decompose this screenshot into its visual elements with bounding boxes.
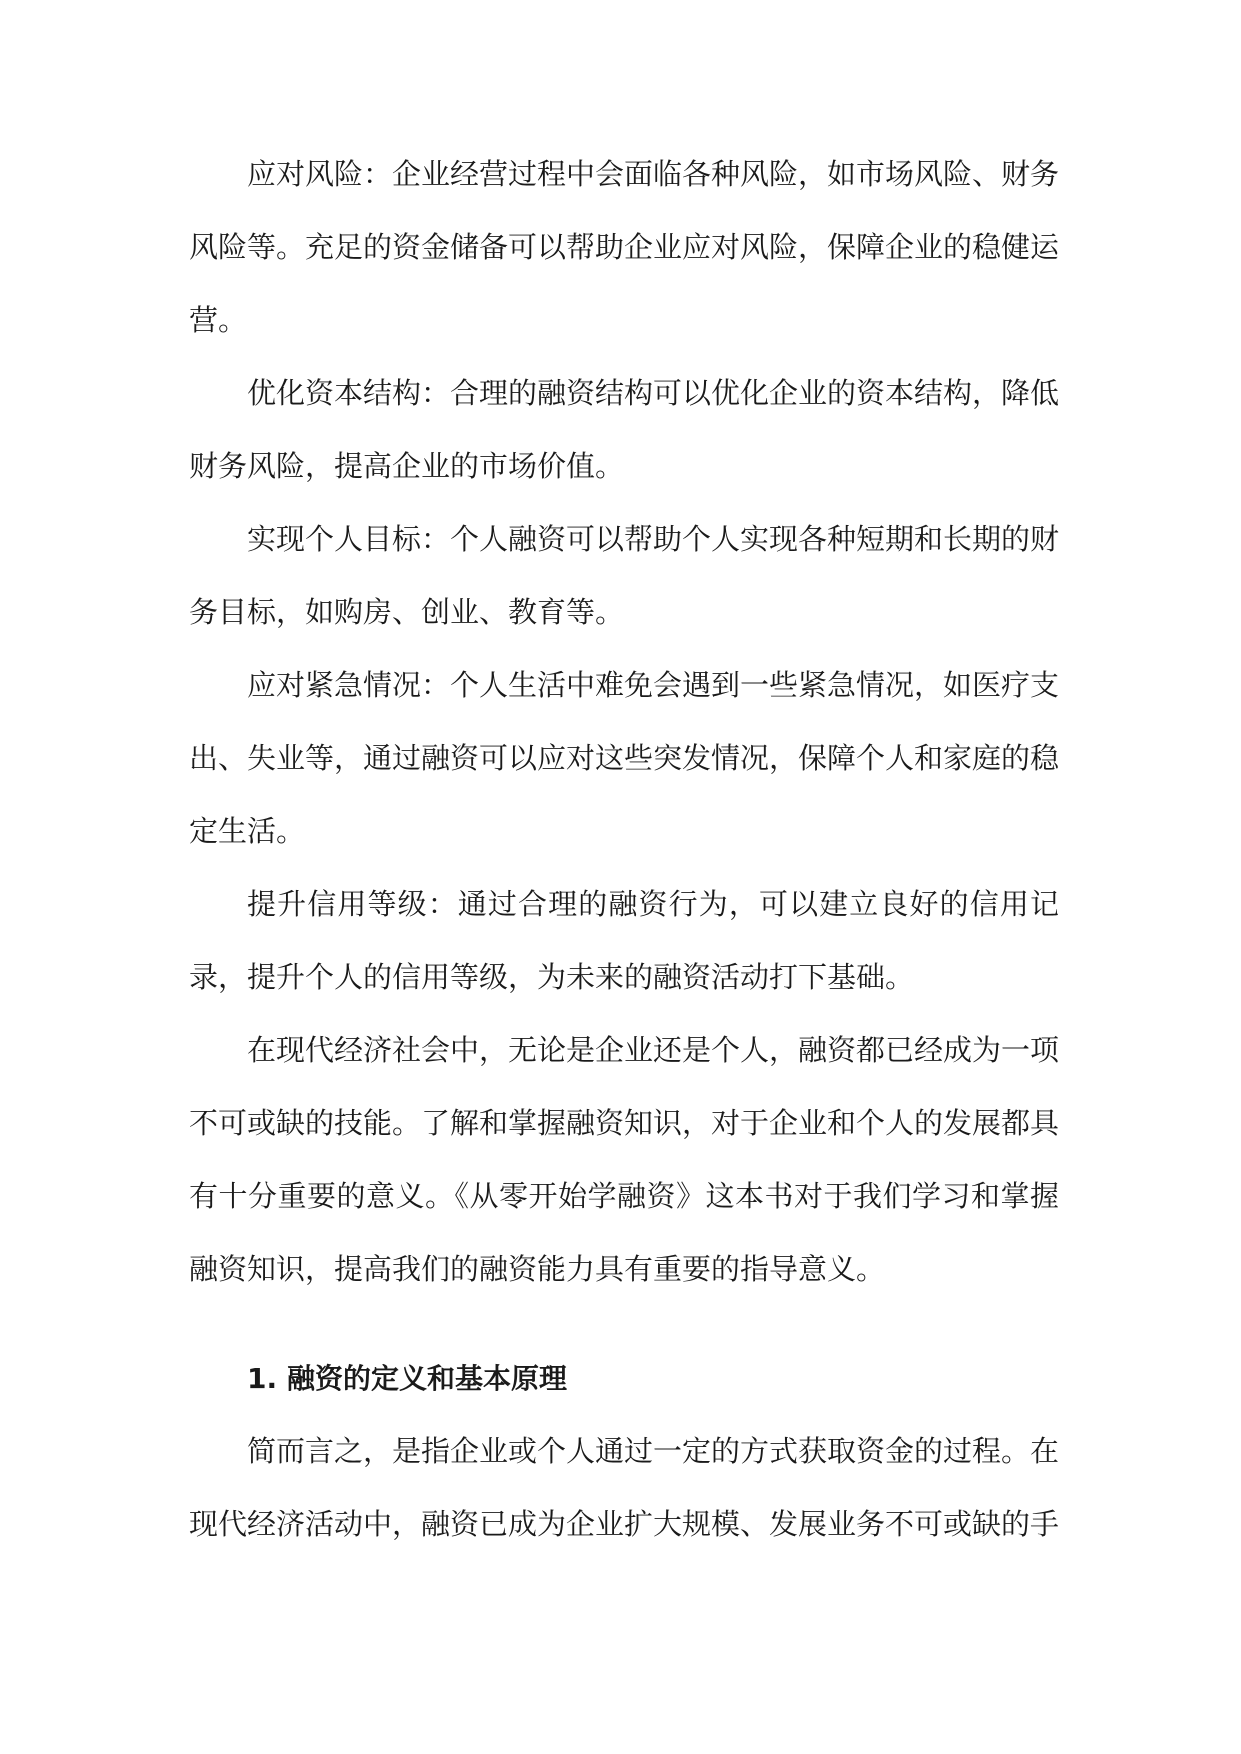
paragraph-risk: 应对风险：企业经营过程中会面临各种风险，如市场风险、财务风险等。充足的资金储备可以帮助企业应对风险，保障企业的稳健运营。 [189,157,1060,337]
paragraph-definition: 简而言之，是指企业或个人通过一定的方式获取资金的过程。在现代经济活动中，融资已成为企业扩大规模、发展业务不可或缺的手 [189,1434,1060,1541]
paragraph-personal-goals: 实现个人目标：个人融资可以帮助个人实现各种短期和长期的财务目标，如购房、创业、教育等。 [189,522,1060,629]
paragraph-emergency: 应对紧急情况：个人生活中难免会遇到一些紧急情况，如医疗支出、失业等，通过融资可以应对这些突发情况，保障个人和家庭的稳定生活。 [189,668,1060,848]
section-number: 1. [247,1362,278,1395]
paragraph-credit: 提升信用等级：通过合理的融资行为，可以建立良好的信用记录，提升个人的信用等级，为未来的融资活动打下基础。 [189,887,1059,994]
paragraph-summary: 在现代经济社会中，无论是企业还是个人，融资都已经成为一项不可或缺的技能。了解和掌握融资知识，对于企业和个人的发展都具有十分重要的意义。《从零开始学融资》这本书对于我们学习和掌握融资知识，提高我们的融资能力具有重要的指导意义。 [189,1033,1060,1286]
paragraph-capital-structure: 优化资本结构：合理的融资结构可以优化企业的资本结构，降低财务风险，提高企业的市场价值。 [189,376,1060,483]
document-body [189,138,1059,1561]
section-title: 融资的定义和基本原理 [287,1362,568,1395]
section-heading [189,1342,1059,1415]
